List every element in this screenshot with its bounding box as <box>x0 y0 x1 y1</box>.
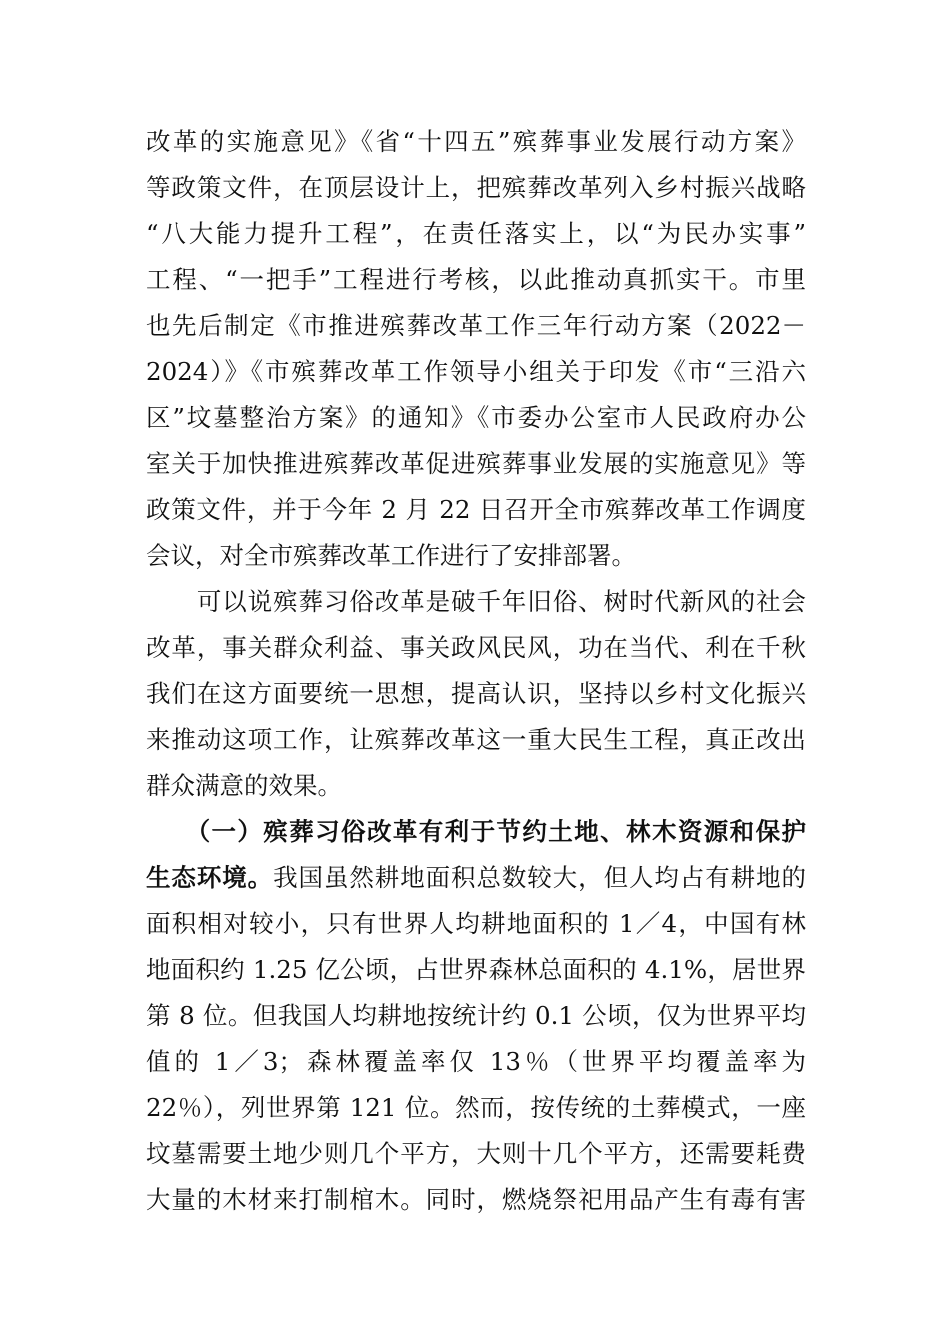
text-line: 等政策文件，在顶层设计上，把殡葬改革列入乡村振兴战略 <box>146 173 806 202</box>
paragraph-policy-documents <box>146 119 806 579</box>
text-line: 可以说殡葬习俗改革是破千年旧俗、树时代新风的社会 <box>146 587 806 616</box>
body-text <box>146 119 806 1223</box>
text-line: 22％），列世界第 121 位。然而，按传统的土葬模式，一座 <box>146 1093 806 1122</box>
text-line: 第 8 位。但我国人均耕地按统计约 0.1 公顷，仅为世界平均 <box>146 1001 806 1030</box>
text-line: 群众满意的效果。 <box>146 771 342 800</box>
paragraph-land-resources <box>146 809 806 1223</box>
text-line: 面积相对较小，只有世界人均耕地面积的 1／4，中国有林 <box>146 909 806 938</box>
text-line: 改革的实施意见》《省“十四五”殡葬事业发展行动方案》 <box>146 127 806 156</box>
text-run: 我国虽然耕地面积总数较大，但人均占有耕地的 <box>273 863 807 892</box>
text-line: 我们在这方面要统一思想，提高认识，坚持以乡村文化振兴 <box>146 679 806 708</box>
text-line <box>146 855 806 901</box>
text-line: 2024）》《市殡葬改革工作领导小组关于印发《市“三沿六 <box>146 357 806 386</box>
text-line: 来推动这项工作，让殡葬改革这一重大民生工程，真正改出 <box>146 725 806 754</box>
text-line: 会议，对全市殡葬改革工作进行了安排部署。 <box>146 541 636 570</box>
text-line: 室关于加快推进殡葬改革促进殡葬事业发展的实施意见》等 <box>146 449 806 478</box>
section-heading-end: 生态环境。 <box>146 863 274 892</box>
text-line: 政策文件，并于今年 2 月 22 日召开全市殡葬改革工作调度 <box>146 495 806 524</box>
text-line: 区”坟墓整治方案》的通知》《市委办公室市人民政府办公 <box>146 403 806 432</box>
text-line: “八大能力提升工程”，在责任落实上，以“为民办实事” <box>146 219 806 248</box>
text-line: 值的 1／3；森林覆盖率仅 13％（世界平均覆盖率为 <box>146 1047 806 1076</box>
text-line: 工程、“一把手”工程进行考核，以此推动真抓实干。市里 <box>146 265 806 294</box>
paragraph-reform-significance <box>146 579 806 809</box>
text-line: 也先后制定《市推进殡葬改革工作三年行动方案（2022－ <box>146 311 806 340</box>
text-line: 地面积约 1.25 亿公顷，占世界森林总面积的 4.1%，居世界 <box>146 955 806 984</box>
text-line: 坟墓需要土地少则几个平方，大则十几个平方，还需要耗费 <box>146 1139 806 1168</box>
text-line: 大量的木材来打制棺木。同时，燃烧祭祀用品产生有毒有害 <box>146 1185 806 1214</box>
text-line: 改革，事关群众利益、事关政风民风，功在当代、利在千秋 <box>146 633 806 662</box>
section-heading-line: （一）殡葬习俗改革有利于节约土地、林木资源和保护 <box>146 817 806 846</box>
